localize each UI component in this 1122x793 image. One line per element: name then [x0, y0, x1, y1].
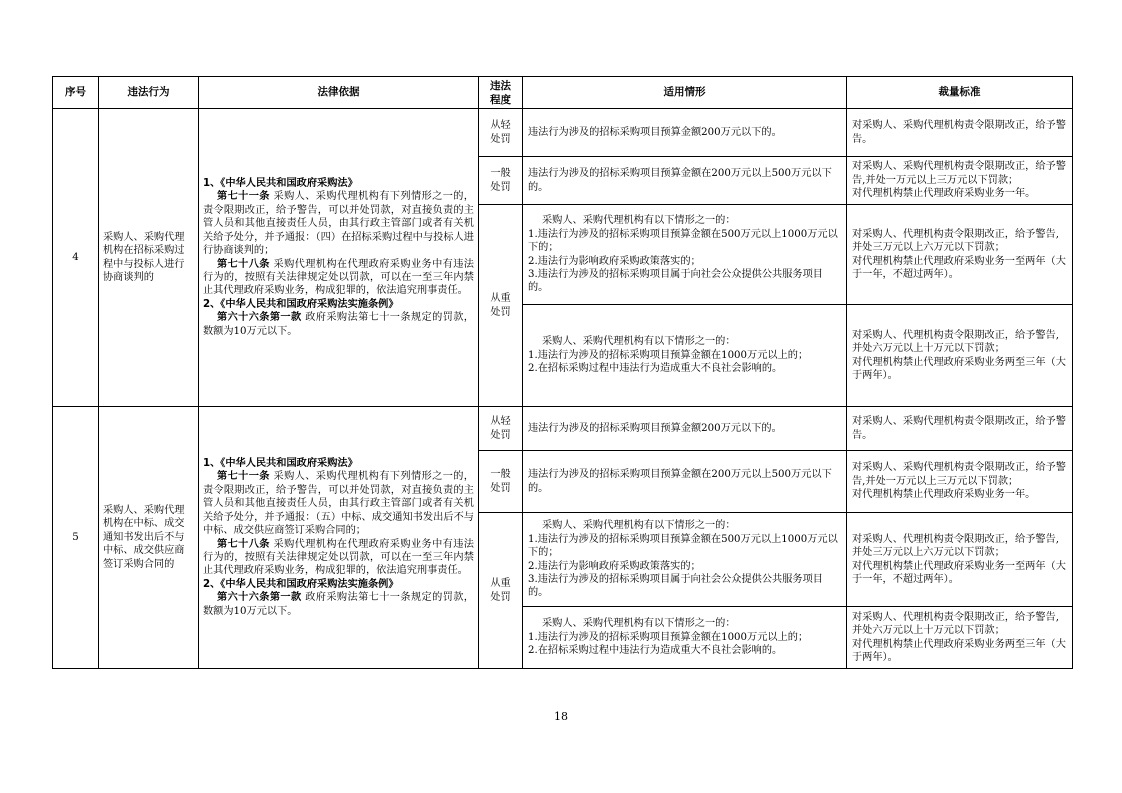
table-row — [53, 109, 1073, 157]
standard-line: 对采购人、代理机构责令限期改正，给予警告,并处六万元以上十万元以下罚款； — [852, 329, 1059, 355]
law-title: 1、《中华人民共和国政府采购法》 — [203, 458, 358, 470]
standard-line: 对采购人、代理机构责令限期改正，给予警告,并处三万元以上六万元以下罚款； — [852, 228, 1059, 254]
degree-light — [479, 109, 523, 157]
article-71-text: 采购人、采购代理机构有下列情形之一的，责令限期改正，给予警告，可以并处罚款，对直接负责的主管人员和其他直接责任人员，由其行政主管部门或者有关机关给予处分，并予通报： — [203, 471, 474, 523]
standard-line: 对代理机构禁止代理政府采购业务一年。 — [852, 489, 1036, 501]
standard-light — [847, 109, 1073, 157]
case-item: 1.违法行为涉及的招标采购项目预算金额在1000万元以上的； — [528, 631, 809, 643]
case-normal: 违法行为涉及的招标采购项目预算金额在200万元以上500万元以下的。 — [523, 157, 847, 205]
header-std: 裁量标准 — [847, 77, 1073, 109]
legal-basis — [199, 407, 479, 669]
degree-normal — [479, 451, 523, 513]
degree-light — [479, 407, 523, 451]
case-intro: 采购人、采购代理机构有以下情形之一的： — [542, 336, 736, 348]
table-header-row — [53, 77, 1073, 109]
case-heavy-b — [523, 607, 847, 669]
degree-normal-text: 一般处罚 — [490, 469, 511, 494]
article-78-head: 第七十八条 — [217, 538, 270, 550]
case-intro: 采购人、采购代理机构有以下情形之一的： — [542, 618, 736, 630]
page-number: 18 — [554, 710, 568, 723]
case-item: 2.在招标采购过程中违法行为造成重大不良社会影响的。 — [528, 645, 783, 657]
row-number: 4 — [53, 109, 99, 407]
degree-light-text: 从轻处罚 — [490, 120, 511, 145]
degree-heavy — [479, 205, 523, 407]
article-71 — [203, 190, 474, 257]
article-78-text: 采购代理机构在代理政府采购业务中有违法行为的，按照有关法律规定处以罚款，可以在一至三年内禁止其代理政府采购业务，构成犯罪的，依法追究刑事责任。 — [203, 258, 474, 297]
standard-line: 对采购人、采购代理机构责令限期改正，给予警告,并处一万元以上三万元以下罚款； — [852, 161, 1066, 186]
case-item: 2.违法行为影响政府采购政策落实的； — [528, 560, 701, 572]
article-71 — [203, 470, 474, 537]
article-71-head: 第七十一条 — [217, 191, 270, 203]
article-71-head: 第七十一条 — [217, 471, 270, 483]
article-66 — [203, 311, 474, 338]
case-item: 1.违法行为涉及的招标采购项目预算金额在500万元以上1000万元以下的； — [528, 228, 838, 254]
row-number: 5 — [53, 407, 99, 669]
violation-act: 采购人、采购代理机构在中标、成交通知书发出后不与中标、成交供应商签订采购合同的 — [99, 407, 199, 669]
case-item: 2.违法行为影响政府采购政策落实的； — [528, 255, 701, 267]
article-78 — [203, 258, 474, 298]
article-66-text: 政府采购法第七十一条规定的罚款，数额为10万元以下。 — [203, 592, 474, 617]
degree-light-text: 从轻处罚 — [490, 416, 511, 441]
case-item: 3.违法行为涉及的招标采购项目属于向社会公众提供公共服务项目的。 — [528, 268, 823, 294]
article-66-text: 政府采购法第七十一条规定的罚款，数额为10万元以下。 — [203, 312, 474, 337]
standard-line: 对代理机构禁止代理政府采购业务一至两年（大于一年，不超过两年）。 — [852, 560, 1066, 585]
degree-heavy-text: 从重处罚 — [490, 578, 511, 603]
legal-basis — [199, 109, 479, 407]
standard-normal — [847, 157, 1073, 205]
article-71-text: 采购人、采购代理机构有下列情形之一的，责令限期改正，给予警告，可以并处罚款，对直接负责的主管人员和其他直接责任人员，由其行政主管部门或者有关机关给予处分，并予通报： — [203, 191, 474, 243]
header-no: 序号 — [53, 77, 99, 109]
standard-heavy-a — [847, 205, 1073, 305]
case-heavy-a — [523, 205, 847, 305]
article-78-head: 第七十八条 — [217, 258, 270, 270]
law-title: 2、《中华人民共和国政府采购法实施条例》 — [203, 578, 399, 590]
standard-line: 对采购人、采购代理机构责令限期改正，给予警告,并处一万元以上三万元以下罚款； — [852, 462, 1066, 487]
article-78 — [203, 538, 474, 578]
standard-heavy-b — [847, 305, 1073, 407]
header-case: 适用情形 — [523, 77, 847, 109]
case-heavy-b — [523, 305, 847, 407]
article-66-head: 第六十六条第一款 — [217, 312, 302, 324]
standard-line: 对代理机构禁止代理政府采购业务一至两年（大于一年，不超过两年）。 — [852, 255, 1066, 280]
header-degree-text: 违法程度 — [490, 79, 511, 106]
standard-line: 对采购人、采购代理机构责令限期改正，给予警告。 — [852, 416, 1066, 441]
standard-line: 对代理机构禁止代理政府采购业务一年。 — [852, 188, 1036, 200]
penalty-table — [52, 76, 1073, 669]
case-heavy-a — [523, 513, 847, 607]
standard-line: 对代理机构禁止代理政府采购业务两至三年（大于两年）。 — [852, 638, 1066, 663]
standard-line: 对代理机构禁止代理政府采购业务两至三年（大于两年）。 — [852, 356, 1066, 381]
case-intro: 采购人、采购代理机构有以下情形之一的： — [542, 520, 736, 532]
article-71-item: （四）在招标采购过程中与投标人进行协商谈判的； — [203, 231, 474, 257]
degree-normal-text: 一般处罚 — [490, 168, 511, 193]
law-title: 1、《中华人民共和国政府采购法》 — [203, 178, 358, 190]
case-item: 2.在招标采购过程中违法行为造成重大不良社会影响的。 — [528, 363, 783, 375]
standard-normal — [847, 451, 1073, 513]
standard-heavy-a — [847, 513, 1073, 607]
case-light: 违法行为涉及的招标采购项目预算金额200万元以下的。 — [523, 407, 847, 451]
standard-line: 对采购人、代理机构责令限期改正，给予警告,并处三万元以上六万元以下罚款； — [852, 533, 1059, 559]
law-title: 2、《中华人民共和国政府采购法实施条例》 — [203, 298, 399, 310]
case-item: 1.违法行为涉及的招标采购项目预算金额在500万元以上1000万元以下的； — [528, 533, 838, 559]
header-basis: 法律依据 — [199, 77, 479, 109]
case-normal: 违法行为涉及的招标采购项目预算金额在200万元以上500万元以下的。 — [523, 451, 847, 513]
standard-line: 对采购人、采购代理机构责令限期改正，给予警告。 — [852, 120, 1066, 145]
header-degree — [479, 77, 523, 109]
standard-line: 对采购人、代理机构责令限期改正，给予警告,并处六万元以上十万元以下罚款； — [852, 611, 1059, 637]
standard-heavy-b — [847, 607, 1073, 669]
header-act: 违法行为 — [99, 77, 199, 109]
article-66-head: 第六十六条第一款 — [217, 592, 302, 604]
case-item: 1.违法行为涉及的招标采购项目预算金额在1000万元以上的； — [528, 349, 809, 361]
article-78-text: 采购代理机构在代理政府采购业务中有违法行为的，按照有关法律规定处以罚款，可以在一至三年内禁止其代理政府采购业务，构成犯罪的，依法追究刑事责任。 — [203, 538, 474, 577]
violation-act: 采购人、采购代理机构在招标采购过程中与投标人进行协商谈判的 — [99, 109, 199, 407]
degree-heavy — [479, 513, 523, 669]
standard-light — [847, 407, 1073, 451]
case-item: 3.违法行为涉及的招标采购项目属于向社会公众提供公共服务项目的。 — [528, 573, 823, 599]
degree-normal — [479, 157, 523, 205]
article-66 — [203, 591, 474, 618]
case-light: 违法行为涉及的招标采购项目预算金额200万元以下的。 — [523, 109, 847, 157]
article-71-item: （五）中标、成交通知书发出后不与中标、成交供应商签订采购合同的； — [203, 511, 474, 537]
table-row — [53, 407, 1073, 451]
degree-heavy-text: 从重处罚 — [490, 293, 511, 318]
case-intro: 采购人、采购代理机构有以下情形之一的： — [542, 215, 736, 227]
